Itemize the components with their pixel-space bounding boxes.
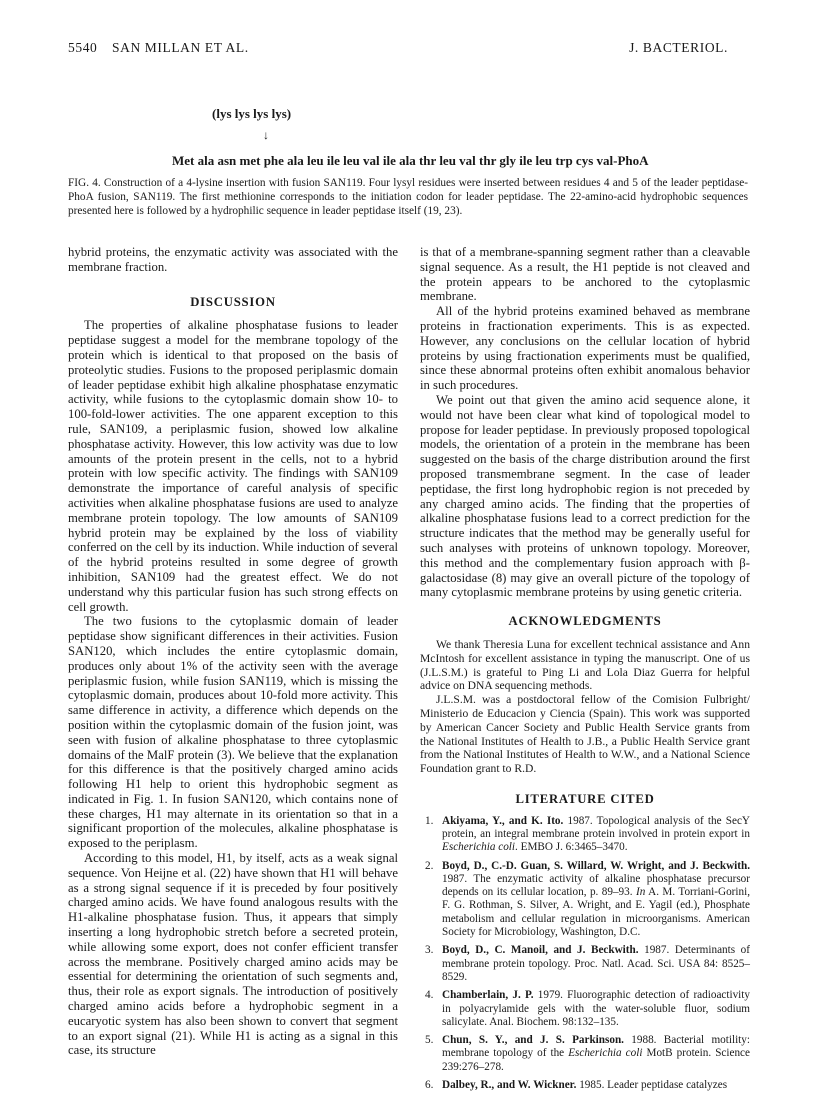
ref-italic: In xyxy=(635,886,646,899)
ref-text-end: . EMBO J. 6:3465–3470. xyxy=(515,841,628,854)
discussion-paragraph: According to this model, H1, by itself, acts as a weak signal sequence. Von Heijne et al. (22) have shown that H1 will behave as a strong signal sequence if it is preceded by four positively charged amino acids. We have found analogous results with the H1-alkaline phosphatase fusion. Thus, it appears that simply inserting a long hydrophobic stretch before a secreted protein, while allowing some export, does not confer efficient transfer across the membrane. Positively charged amino acids may be essential for determining the orientation of such segments and, thus, their role as export signals. The introduction of positively charged amino acids before a hydrophobic segment in a eucaryotic system has also been shown to convert that segment to an export signal (21). While H1 is acting as a signal in this case, its structure xyxy=(68,851,398,1058)
intro-paragraph: hybrid proteins, the enzymatic activity was associated with the membrane fraction. xyxy=(68,245,398,274)
ref-italic: Escherichia coli xyxy=(568,1047,643,1060)
ref-text-end: MotB protein. Science 239:276–278. xyxy=(442,1047,750,1073)
ref-authors: Dalbey, R., and W. Wickner. xyxy=(442,1079,577,1092)
reference-list xyxy=(420,815,750,1093)
discussion-paragraph: The properties of alkaline phosphatase fusions to leader peptidase suggest a model for the membrane topology of the protein which is identical to that proposed on the basis of proteolytic studies. Fusions to the proposed periplasmic domain of leader peptidase exhibit high alkaline phosphatase enzymatic activity, while fusions to the cytoplasmic domain show 10- to 100-fold-lower activities. The one apparent exception to this rule, SAN109, a periplasmic fusion, showed low alkaline phosphatase activity. However, this low activity was due to low amounts of the protein present in the cells, not to a hybrid protein with low specific activity. The findings with SAN109 demonstrate the importance of careful analysis of specific activities when alkaline phosphatase fusions are used to analyze membrane protein topology. The low amounts of SAN109 hybrid protein may be explained by the loss of viability conferred on the cell by its induction. While induction of several of the hybrid proteins resulted in some degree of growth inhibition, SAN109 had the greatest effect. We do not understand why this particular fusion has such strong effects on cell growth. xyxy=(68,318,398,614)
continuation-paragraph: is that of a membrane-spanning segment rather than a cleavable signal sequence. As a result, the H1 peptide is not cleaved and the protein appears to be anchored to the cytoplasmic membrane. xyxy=(420,245,750,304)
ref-number: 1. xyxy=(425,814,434,827)
reference-item xyxy=(420,1034,750,1074)
ref-text-end: A. M. Torriani-Gorini, F. G. Rothman, S. Silver, A. Wright, and E. Yagil (ed.), Phosphate metabolism and cellular regulation in microorganisms. American Society for Microbiology, Washington, D.C. xyxy=(442,886,750,939)
reference-item xyxy=(420,944,750,984)
figure-caption: FIG. 4. Construction of a 4-lysine insertion with fusion SAN119. Four lysyl residues were inserted between residues 4 and 5 of the leader peptidase-PhoA fusion, SAN119. The first methionine corresponds to the initiation codon for leader peptidase. The 22-amino-acid hydrophobic sequences presented here is followed by a hydrophilic sequence in leader peptidase itself (19, 23). xyxy=(68,177,748,217)
ref-number: 5. xyxy=(425,1034,434,1047)
discussion-paragraph: All of the hybrid proteins examined behaved as membrane proteins in fractionation experiments. This is as expected. However, any conclusions on the cellular location of hybrid proteins by using fractionation experiments must be qualified, since these abnormal proteins often exhibit anomalous behavior in such procedures. xyxy=(420,304,750,393)
reference-item xyxy=(420,1079,750,1092)
lysine-insertion: (lys lys lys lys) xyxy=(212,106,292,121)
reference-item xyxy=(420,860,750,940)
ref-authors: Akiyama, Y., and K. Ito. xyxy=(442,814,564,827)
ack-paragraph: J.L.S.M. was a postdoctoral fellow of the Comision Fulbright/ Ministerio de Educacion y Ciencia (Spain). This work was supported by American Cancer Society and Public Health Service grants from the National Institutes of Health to J.B., a Public Health Service grant from the National Institutes of Health to W.W., and a National Science Foundation grant to R.D. xyxy=(420,693,750,776)
right-column xyxy=(420,245,750,1097)
discussion-paragraph: We point out that given the amino acid sequence alone, it would not have been clear what kind of topological model to propose for leader peptidase. In previously proposed topological models, the orientation of a protein in the membrane has been suggested on the basis of the charge distribution around the first proposed transmembrane segment. In the case of leader peptidase, the first long hydrophobic region is not preceded by any charged amino acids. The finding that the properties of alkaline phosphatase fusions lead to a correct prediction for the structure indicates that the method may be generally useful for such analyses with proteins of unknown topology. Moreover, this method and the complementary fusion approach with β-galactosidase (8) may give an overall picture of the topology of many cytoplasmic membrane proteins by using genetic criteria. xyxy=(420,392,750,600)
ref-authors: Boyd, D., C.-D. Guan, S. Willard, W. Wright, and J. Beckwith. xyxy=(442,859,750,872)
ref-text: 1979. Fluorographic detection of radioactivity in polyacrylamide gels with the water-soluble fluor, sodium salicylate. Anal. Biochem. 98:132–135. xyxy=(442,989,750,1028)
insertion-arrow: ↓ xyxy=(263,128,269,142)
discussion-heading: DISCUSSION xyxy=(190,294,276,309)
reference-item xyxy=(420,989,750,1029)
left-column xyxy=(68,245,398,1058)
ref-text: 1985. Leader peptidase catalyzes xyxy=(576,1079,728,1092)
ref-authors: Chun, S. Y., and J. S. Parkinson. xyxy=(442,1034,624,1047)
ack-paragraph: We thank Theresia Luna for excellent technical assistance and Ann McIntosh for excellent assistance in typing the manuscript. One of us (J.L.S.M.) is grateful to Ping Li and Lola Diaz Guerra for helpful advice on DNA sequencing methods. xyxy=(420,637,750,693)
literature-heading: LITERATURE CITED xyxy=(515,791,655,806)
ref-number: 6. xyxy=(425,1079,434,1092)
ref-italic: Escherichia coli xyxy=(442,841,516,854)
ref-number: 2. xyxy=(425,859,434,872)
ref-authors: Chamberlain, J. P. xyxy=(442,989,534,1002)
acknowledgments-heading: ACKNOWLEDGMENTS xyxy=(508,614,662,629)
ref-text: 1987. Topological analysis of the SecY protein, an integral membrane protein involved in protein export in xyxy=(442,814,750,840)
page-number: 5540 xyxy=(68,40,98,55)
amino-acid-sequence: Met ala asn met phe ala leu ile leu val ile ala thr leu val thr gly ile leu trp cys val-PhoA xyxy=(172,153,649,168)
reference-item xyxy=(420,815,750,855)
ref-text: 1988. Bacterial motility: membrane topology of the xyxy=(442,1034,750,1060)
ref-authors: Boyd, D., C. Manoil, and J. Beckwith. xyxy=(442,944,639,957)
ref-number: 4. xyxy=(425,989,434,1002)
journal-name: J. BACTERIOL. xyxy=(629,40,728,55)
acknowledgments xyxy=(420,638,750,776)
discussion-paragraph: The two fusions to the cytoplasmic domain of leader peptidase show significant differences in their activities. Fusion SAN120, which includes the entire cytoplasmic domain, produces only about 1% of the activity seen with the average periplasmic fusion, while fusion SAN119, which is missing the cytoplasmic domain, produces about 10-fold more activity. This same difference in activity, a difference which depends on the position within the cytoplasmic domain of the fusion joint, was seen with fusion of alkaline phosphatase to three cytoplasmic domains of the MalF protein (3). We believe that the explanation for this difference is that the positively charged amino acids following H1 help to orient this hydrophobic segment as indicated in Fig. 1. In fusion SAN120, which contains none of these charges, H1 may alternate in its orientation so that in a significant proportion of the molecules, alkaline phosphatase is exposed to the periplasm. xyxy=(68,614,398,851)
running-authors: SAN MILLAN ET AL. xyxy=(112,40,249,55)
ref-text: 1987. The enzymatic activity of alkaline phosphatase precursor depends on its cellular location, p. 89–93. xyxy=(442,872,750,899)
ref-text: 1987. Determinants of membrane protein topology. Proc. Natl. Acad. Sci. USA 84: 8525–8529. xyxy=(442,944,750,983)
ref-number: 3. xyxy=(425,944,434,957)
